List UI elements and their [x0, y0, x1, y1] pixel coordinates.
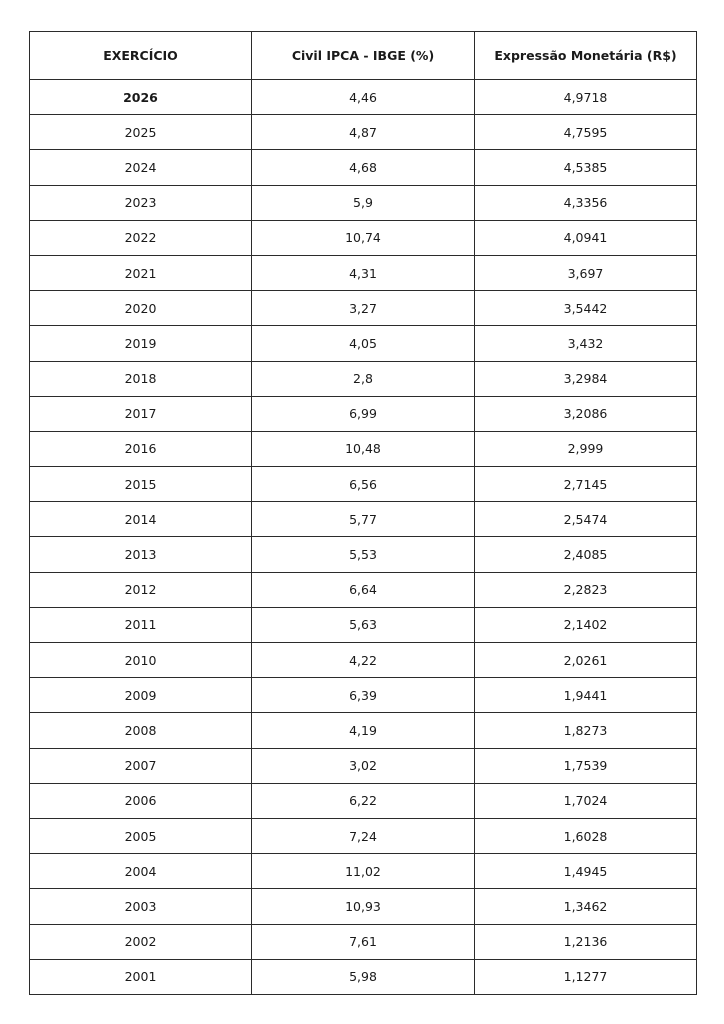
cell-year: 2016 [30, 431, 252, 466]
cell-expressao: 1,2136 [475, 924, 697, 959]
cell-expressao: 2,1402 [475, 607, 697, 642]
table-row [30, 959, 697, 994]
cell-ipca: 5,98 [252, 959, 475, 994]
table-row [30, 185, 697, 220]
cell-expressao: 3,2086 [475, 396, 697, 431]
header-expressao-monetaria: Expressão Monetária (R$) [475, 32, 697, 80]
cell-ipca: 10,48 [252, 431, 475, 466]
cell-year: 2010 [30, 643, 252, 678]
cell-ipca: 4,31 [252, 255, 475, 290]
cell-expressao: 4,0941 [475, 220, 697, 255]
cell-year: 2019 [30, 326, 252, 361]
cell-ipca: 6,56 [252, 467, 475, 502]
cell-expressao: 3,2984 [475, 361, 697, 396]
cell-ipca: 5,9 [252, 185, 475, 220]
cell-year: 2020 [30, 291, 252, 326]
cell-ipca: 2,8 [252, 361, 475, 396]
cell-expressao: 3,5442 [475, 291, 697, 326]
table-row [30, 783, 697, 818]
table-row [30, 924, 697, 959]
table-row [30, 678, 697, 713]
cell-year: 2003 [30, 889, 252, 924]
cell-ipca: 5,53 [252, 537, 475, 572]
cell-year: 2002 [30, 924, 252, 959]
table-row [30, 431, 697, 466]
cell-expressao: 4,9718 [475, 80, 697, 115]
header-exercicio: EXERCÍCIO [30, 32, 252, 80]
cell-ipca: 5,77 [252, 502, 475, 537]
cell-ipca: 4,87 [252, 115, 475, 150]
table-row [30, 748, 697, 783]
cell-ipca: 3,02 [252, 748, 475, 783]
cell-ipca: 4,68 [252, 150, 475, 185]
cell-ipca: 4,19 [252, 713, 475, 748]
cell-expressao: 4,7595 [475, 115, 697, 150]
cell-year: 2018 [30, 361, 252, 396]
cell-expressao: 1,9441 [475, 678, 697, 713]
table-row [30, 255, 697, 290]
cell-ipca: 6,22 [252, 783, 475, 818]
table-row [30, 80, 697, 115]
cell-ipca: 4,46 [252, 80, 475, 115]
cell-ipca: 4,22 [252, 643, 475, 678]
cell-expressao: 2,7145 [475, 467, 697, 502]
table-row [30, 220, 697, 255]
cell-expressao: 2,0261 [475, 643, 697, 678]
cell-ipca: 10,74 [252, 220, 475, 255]
cell-year: 2007 [30, 748, 252, 783]
table-row [30, 572, 697, 607]
table-row [30, 643, 697, 678]
cell-ipca: 7,61 [252, 924, 475, 959]
cell-ipca: 10,93 [252, 889, 475, 924]
cell-ipca: 5,63 [252, 607, 475, 642]
table-row [30, 291, 697, 326]
cell-expressao: 2,4085 [475, 537, 697, 572]
cell-ipca: 3,27 [252, 291, 475, 326]
cell-expressao: 1,1277 [475, 959, 697, 994]
cell-expressao: 2,2823 [475, 572, 697, 607]
cell-year: 2009 [30, 678, 252, 713]
cell-year: 2012 [30, 572, 252, 607]
cell-expressao: 1,7539 [475, 748, 697, 783]
cell-expressao: 3,432 [475, 326, 697, 361]
cell-year: 2021 [30, 255, 252, 290]
cell-expressao: 4,5385 [475, 150, 697, 185]
header-row [30, 32, 697, 80]
cell-ipca: 7,24 [252, 818, 475, 853]
ipca-table [29, 31, 697, 995]
cell-year: 2001 [30, 959, 252, 994]
table-body [30, 80, 697, 995]
cell-expressao: 1,7024 [475, 783, 697, 818]
cell-year: 2025 [30, 115, 252, 150]
table-row [30, 502, 697, 537]
cell-ipca: 6,64 [252, 572, 475, 607]
table-row [30, 361, 697, 396]
table-row [30, 326, 697, 361]
cell-expressao: 4,3356 [475, 185, 697, 220]
cell-year: 2026 [30, 80, 252, 115]
table-row [30, 854, 697, 889]
cell-year: 2022 [30, 220, 252, 255]
cell-ipca: 6,39 [252, 678, 475, 713]
cell-year: 2014 [30, 502, 252, 537]
cell-expressao: 1,6028 [475, 818, 697, 853]
table-row [30, 713, 697, 748]
table-row [30, 537, 697, 572]
cell-year: 2015 [30, 467, 252, 502]
cell-ipca: 6,99 [252, 396, 475, 431]
cell-year: 2004 [30, 854, 252, 889]
table-row [30, 818, 697, 853]
cell-expressao: 1,3462 [475, 889, 697, 924]
cell-expressao: 3,697 [475, 255, 697, 290]
cell-expressao: 2,5474 [475, 502, 697, 537]
table-row [30, 467, 697, 502]
cell-year: 2008 [30, 713, 252, 748]
cell-expressao: 1,4945 [475, 854, 697, 889]
cell-year: 2023 [30, 185, 252, 220]
table-row [30, 889, 697, 924]
cell-ipca: 11,02 [252, 854, 475, 889]
header-ipca: Civil IPCA - IBGE (%) [252, 32, 475, 80]
table-row [30, 150, 697, 185]
cell-year: 2024 [30, 150, 252, 185]
cell-ipca: 4,05 [252, 326, 475, 361]
cell-year: 2005 [30, 818, 252, 853]
cell-expressao: 2,999 [475, 431, 697, 466]
cell-year: 2013 [30, 537, 252, 572]
table-row [30, 607, 697, 642]
cell-year: 2011 [30, 607, 252, 642]
table-header [30, 32, 697, 80]
cell-year: 2006 [30, 783, 252, 818]
cell-year: 2017 [30, 396, 252, 431]
cell-expressao: 1,8273 [475, 713, 697, 748]
table-row [30, 115, 697, 150]
table-row [30, 396, 697, 431]
